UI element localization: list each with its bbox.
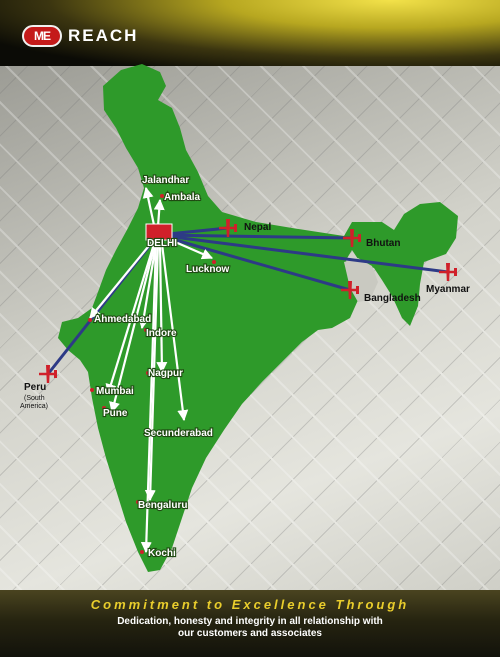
city-label-pune: Pune [103,408,128,419]
brand-badge: ME [22,25,62,47]
intl-label-nepal: Nepal [244,222,272,233]
city-label-mumbai: Mumbai [96,386,134,397]
city-label-jalandhar: Jalandhar [142,175,190,186]
intl-label-bangladesh: Bangladesh [364,293,421,304]
city-label-kochi: Kochi [148,548,176,559]
intl-label-peru: Peru [24,382,47,393]
tagline-line-1: Dedication, honesty and integrity in all relationship with [117,616,383,627]
intl-note-peru-1: (South [24,395,45,402]
plane-icon-myanmar [439,263,457,281]
city-label-bengaluru: Bengaluru [138,500,188,511]
tagline-title: Commitment to Excellence Through [90,597,410,612]
city-label-nagpur: Nagpur [148,368,183,379]
intl-label-myanmar: Myanmar [426,284,470,295]
intl-label-bhutan: Bhutan [366,238,401,249]
brand-name: REACH [68,26,139,45]
city-label-lucknow: Lucknow [186,264,230,275]
city-label-secunderabad: Secunderabad [144,428,213,439]
tagline-line-2: our customers and associates [178,628,322,639]
intl-note-peru-2: America) [20,403,49,410]
tagline-text [80,616,420,640]
hub-label: DELHI [147,238,177,249]
city-label-indore: Indore [146,328,177,339]
city-label-ahmedabad: Ahmedabad [94,314,152,325]
city-label-ambala: Ambala [164,192,201,203]
